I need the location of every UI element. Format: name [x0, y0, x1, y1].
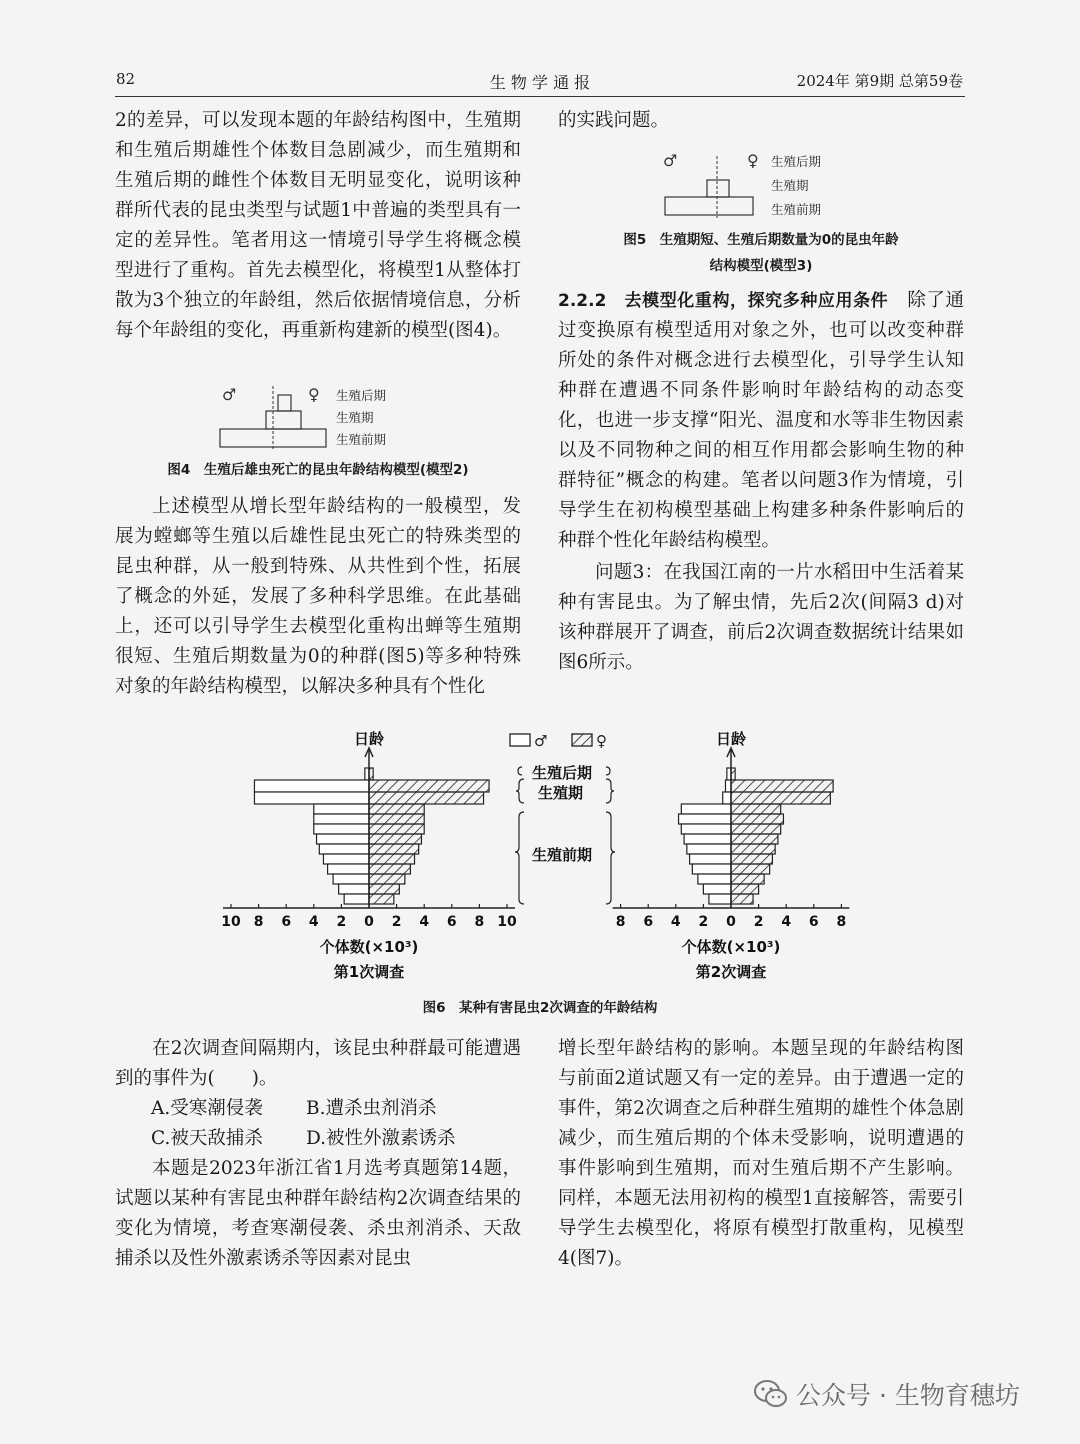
- pre-reproductive-bar: [665, 197, 753, 215]
- x-tick-label: 0: [726, 914, 736, 930]
- bar-male: [254, 780, 369, 792]
- x-tick-label: 6: [281, 914, 292, 930]
- option-b: B.遭杀虫剂消杀: [306, 1098, 437, 1119]
- bar-female: [731, 804, 781, 814]
- stage-label-pre: 生殖前期: [532, 846, 593, 864]
- x-tick-label: 8: [253, 914, 264, 930]
- legend-female-symbol: ♀: [596, 732, 607, 750]
- x-axis-label: 个体数(×10³): [681, 938, 781, 956]
- right-column-section: [558, 286, 964, 678]
- section-heading: 2.2.2 去模型化重构，探究多种应用条件: [558, 291, 889, 311]
- wechat-icon: [754, 1379, 788, 1409]
- x-tick-label: 4: [670, 914, 681, 930]
- bar-male: [709, 894, 731, 904]
- x-tick-label: 8: [836, 914, 847, 930]
- right-brace-post: [606, 767, 610, 775]
- reproductive-bar: [707, 180, 729, 197]
- option-d: D.被性外激素诱杀: [306, 1128, 456, 1149]
- chart-survey-2: [613, 730, 850, 981]
- watermark: [754, 1376, 1020, 1412]
- bar-male: [333, 874, 369, 884]
- legend-male-swatch: [510, 734, 530, 746]
- bar-male: [725, 780, 731, 792]
- paragraph: 2的差异，可以发现本题的年龄结构图中，生殖期和生殖后期雄性个体数目急剧减少，而生殖期和生殖后期的雌性个体数目无明显变化，说明该种群所代表的昆虫类型与试题1中普遍的类型具有一定的差异性。笔者用这一情境引导学生将概念模型进行了重构。首先去模型化，将模型1从整体打散为3个独立的年龄组，然后依据情境信息，分析每个年龄组的变化，再重新构建新的模型(图4)。: [115, 110, 521, 341]
- bar-male: [687, 844, 731, 854]
- bar-female: [369, 854, 415, 864]
- x-tick-label: 8: [474, 914, 485, 930]
- bar-male: [703, 884, 731, 894]
- left-brace-pre: [515, 812, 524, 904]
- figure-6-caption: 图6 某种有害昆虫2次调查的年龄结构: [422, 1000, 658, 1016]
- stage-label-pre: 生殖前期: [336, 432, 387, 447]
- x-tick-label: 8: [615, 914, 626, 930]
- male-symbol: ♂: [222, 385, 237, 404]
- x-tick-label: 10: [497, 914, 517, 930]
- bar-female: [369, 894, 394, 904]
- stage-label-repro: 生殖期: [538, 784, 584, 802]
- bar-female: [369, 844, 419, 854]
- paragraph: 增长型年龄结构的影响。本题呈现的年龄结构图与前面2道试题又有一定的差异。由于遭遇一定的事件，第2次调查之后种群生殖期的雄性个体急剧减少，而生殖后期的个体未受影响，说明遭遇的事件影响到生殖期，而对生殖后期不产生影响。同样，本题无法用初构的模型1直接解答，需要引导学生去模型化，将原有模型打散重构，见模型4(图7)。: [558, 1038, 964, 1269]
- x-tick-label: 2: [391, 914, 402, 930]
- bar-male: [681, 824, 731, 834]
- chart-title: 第1次调查: [333, 963, 405, 981]
- figure-5-caption-line2: 结构模型(模型3): [709, 258, 813, 274]
- journal-title: 生 物 学 通 报: [489, 73, 591, 92]
- post-reproductive-female-bar: [278, 395, 291, 411]
- legend-male-symbol: ♂: [534, 732, 548, 750]
- x-tick-label: 6: [643, 914, 654, 930]
- chart-survey-1: [221, 730, 517, 981]
- bar-male: [681, 804, 731, 814]
- bar-male: [339, 884, 369, 894]
- left-brace-post: [518, 767, 522, 775]
- female-symbol: ♀: [308, 385, 320, 404]
- bar-male: [692, 864, 731, 874]
- figure-6: [0, 715, 1080, 1000]
- figure-5: [655, 148, 855, 220]
- bar-female: [369, 834, 421, 844]
- stage-label-repro: 生殖期: [771, 178, 809, 193]
- stage-label-post: 生殖后期: [532, 764, 593, 782]
- stage-label-repro: 生殖期: [336, 410, 374, 425]
- stage-label-post: 生殖后期: [771, 154, 822, 169]
- bar-female: [731, 780, 833, 792]
- chart-title: 第2次调查: [695, 963, 767, 981]
- bar-female: [369, 874, 405, 884]
- paragraph: 本题是2023年浙江省1月选考真题第14题，试题以某种有害昆虫种群年龄结构2次调查结果的变化为情境，考查寒潮侵袭、杀虫剂消杀、天敌捕杀以及性外激素诱杀等因素对昆虫: [115, 1158, 521, 1269]
- figure-4: [210, 382, 410, 454]
- stage-label-post: 生殖后期: [336, 388, 387, 403]
- x-tick-label: 4: [308, 914, 319, 930]
- bar-female: [369, 792, 484, 804]
- option-a: A.受寒潮侵袭: [151, 1098, 263, 1119]
- bar-female: [731, 792, 830, 804]
- bar-female: [731, 884, 759, 894]
- bar-male: [314, 814, 369, 824]
- right-column-top: [558, 106, 964, 136]
- stage-label-pre: 生殖前期: [771, 202, 822, 217]
- bar-male: [723, 792, 731, 804]
- bar-male: [328, 864, 369, 874]
- bar-male: [317, 834, 369, 844]
- bar-male: [319, 844, 369, 854]
- y-axis-label: 日龄: [353, 730, 385, 748]
- options-row-2: [115, 1124, 521, 1154]
- bar-female: [731, 814, 783, 824]
- male-symbol: ♂: [663, 151, 678, 170]
- left-brace-repro: [516, 779, 524, 803]
- left-column-top: [115, 106, 521, 346]
- legend-female-swatch: [572, 734, 592, 746]
- bar-female: [369, 824, 424, 834]
- paragraph: 上述模型从增长型年龄结构的一般模型，发展为螳螂等生殖以后雄性昆虫死亡的特殊类型的昆虫种群，从一般到特殊、从共性到个性，拓展了概念的外延，发展了多种科学思维。在此基础上，还可以引导学生去模型化重构出蝉等生殖期很短、生殖后期数量为0的种群(图5)等多种特殊对象的年龄结构模型，以解决多种具有个性化: [115, 496, 521, 697]
- x-tick-label: 6: [446, 914, 457, 930]
- right-brace-repro: [606, 779, 614, 803]
- left-column-mid: [115, 492, 521, 702]
- bar-female: [369, 884, 399, 894]
- bar-male: [690, 854, 731, 864]
- figure-4-caption: 图4 生殖后雄虫死亡的昆虫年龄结构模型(模型2): [167, 462, 469, 478]
- bar-female: [731, 824, 781, 834]
- bar-female: [731, 894, 753, 904]
- x-tick-label: 4: [419, 914, 430, 930]
- bar-male: [323, 854, 369, 864]
- paragraph: 的实践问题。: [558, 110, 670, 131]
- bar-female: [731, 844, 775, 854]
- bar-female: [731, 864, 770, 874]
- bar-male: [344, 894, 369, 904]
- section-text: 除了通过变换原有模型适用对象之外，也可以改变种群所处的条件对概念进行去模型化，引导学生认知种群在遭遇不同条件影响时年龄结构的动态变化，也进一步支撑“阳光、温度和水等非生物因素以及不同物种之间的相互作用都会影响生物的种群特征”概念的构建。笔者以问题3作为情境，引导学生在初构模型基础上构建多种条件影响后的种群个性化年龄结构模型。: [558, 290, 964, 551]
- bar-male: [314, 824, 369, 834]
- bar-female: [369, 804, 424, 814]
- watermark-text: 公众号 · 生物育穗坊: [796, 1381, 1020, 1410]
- issue-info: 2024年 第9期 总第59卷: [796, 72, 963, 90]
- bar-female: [731, 834, 778, 844]
- x-tick-label: 2: [698, 914, 709, 930]
- option-c: C.被天敌捕杀: [151, 1128, 263, 1149]
- x-tick-label: 10: [221, 914, 241, 930]
- bar-female: [369, 780, 489, 792]
- bar-female: [369, 814, 424, 824]
- x-tick-label: 4: [781, 914, 792, 930]
- x-tick-label: 6: [808, 914, 819, 930]
- bottom-right-column: [558, 1034, 964, 1274]
- bar-male: [698, 874, 731, 884]
- x-tick-label: 2: [336, 914, 347, 930]
- bar-male: [684, 834, 731, 844]
- question-stem: 在2次调查间隔期内，该昆虫种群最可能遭遇到的事件为( )。: [115, 1038, 521, 1089]
- bar-female: [731, 874, 764, 884]
- bar-male: [314, 804, 369, 814]
- x-tick-label: 2: [753, 914, 764, 930]
- question-3: 问题3：在我国江南的一片水稻田中生活着某种有害昆虫。为了解虫情，先后2次(间隔3 d)对该种群展开了调查，前后2次调查数据统计结果如图6所示。: [558, 562, 964, 673]
- figure-5-caption-line1: 图5 生殖期短、生殖后期数量为0的昆虫年龄: [623, 232, 899, 248]
- bar-female: [731, 854, 772, 864]
- header-rule: [115, 96, 965, 97]
- page-number: 82: [116, 70, 136, 88]
- x-tick-label: 0: [364, 914, 374, 930]
- x-axis-label: 个体数(×10³): [319, 938, 419, 956]
- options-row-1: [115, 1094, 521, 1124]
- y-axis-label: 日龄: [715, 730, 747, 748]
- bar-male: [254, 792, 369, 804]
- bar-male: [679, 814, 731, 824]
- right-brace-pre: [606, 812, 615, 904]
- bottom-left-column: [115, 1034, 521, 1274]
- female-symbol: ♀: [747, 151, 759, 170]
- bar-female: [369, 864, 410, 874]
- reproductive-bar: [266, 411, 301, 429]
